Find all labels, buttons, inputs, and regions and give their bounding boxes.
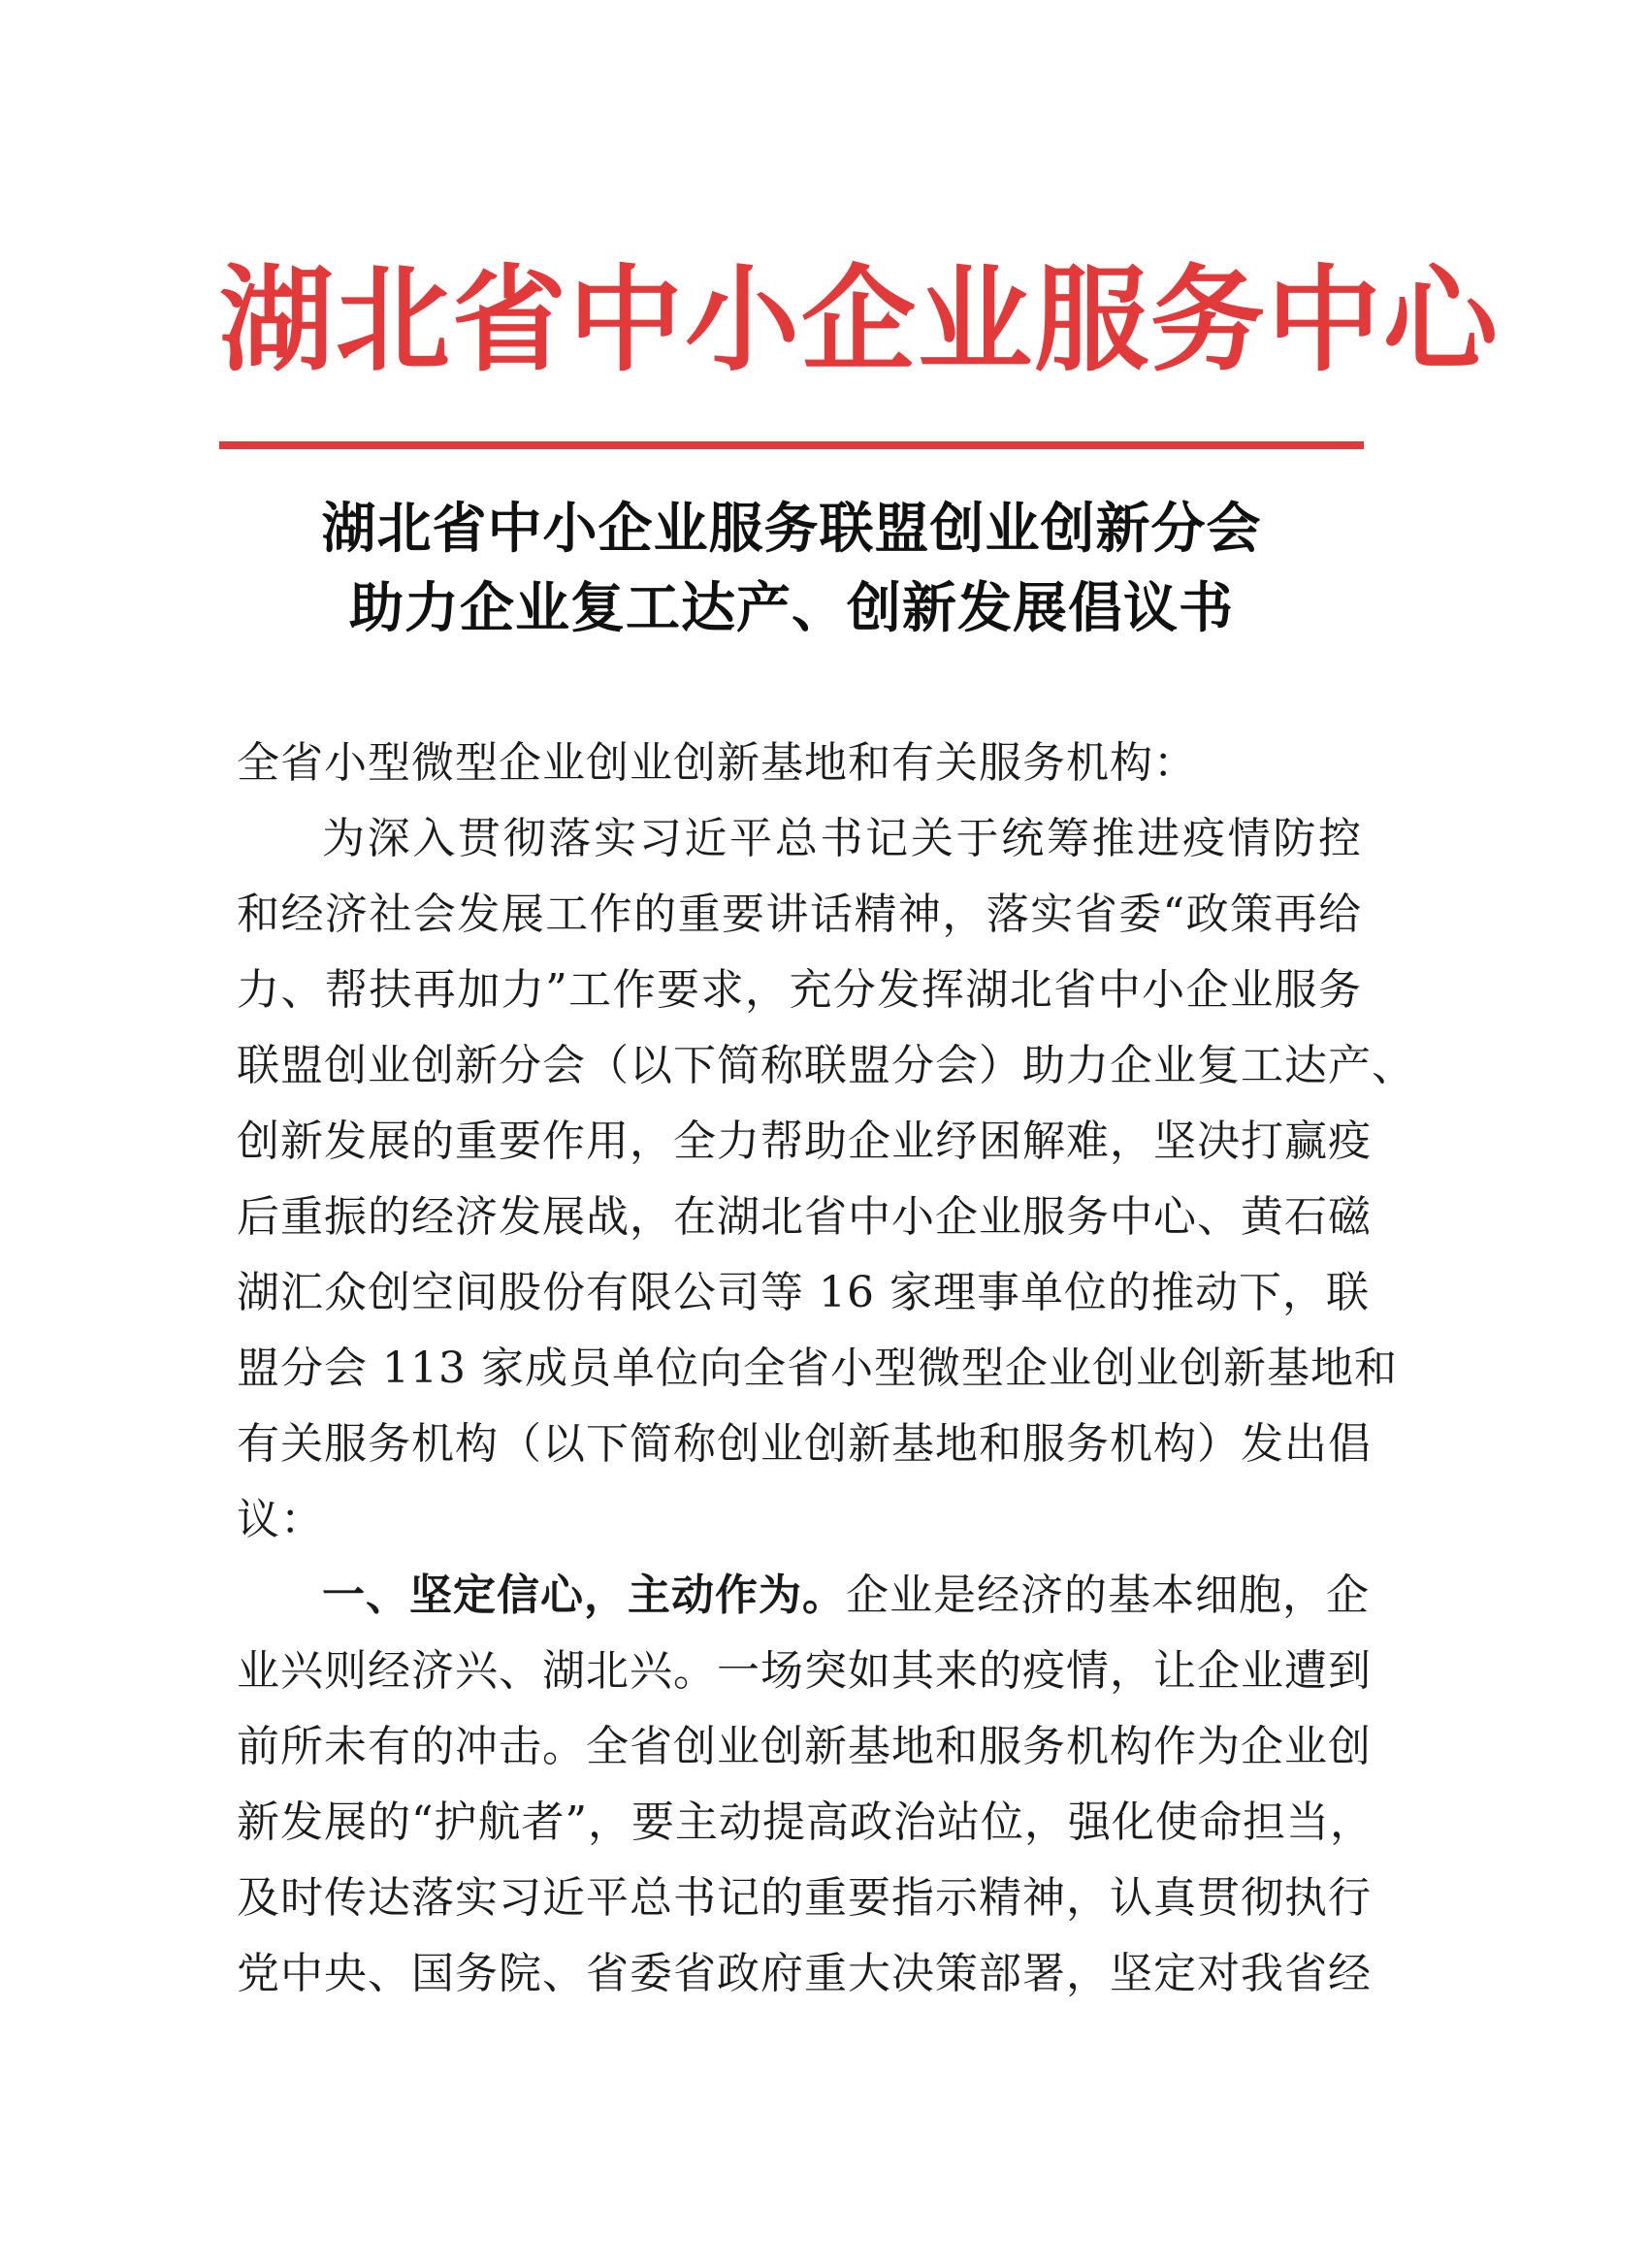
salutation: 全省小型微型企业创业创新基地和有关服务机构： — [237, 738, 1197, 788]
paragraph-line: 创新发展的重要作用，全力帮助企业纾困解难，坚决打赢疫 — [237, 1117, 1372, 1166]
paragraph-line: 后重振的经济发展战，在湖北省中小企业服务中心、黄石磁 — [237, 1192, 1372, 1242]
document-title-line-1: 湖北省中小企业服务联盟创业创新分会 — [321, 498, 1262, 561]
paragraph-line: 力、帮扶再加力”工作要求，充分发挥湖北省中小企业服务 — [237, 965, 1362, 1015]
paragraph-line: 和经济社会发展工作的重要讲话精神，落实省委“政策再给 — [237, 890, 1362, 939]
paragraph-line: 湖汇众创空间股份有限公司等 16 家理事单位的推动下，联 — [237, 1268, 1370, 1317]
paragraph-text: 企业是经济的基本细胞，企 — [846, 1571, 1370, 1620]
paragraph-line: 议： — [237, 1495, 324, 1544]
paragraph-line: 党中央、国务院、省委省政府重大决策部署，坚定对我省经 — [237, 1949, 1372, 1998]
letterhead-title: 湖北省中小企业服务中心 — [219, 252, 1501, 387]
paragraph-1 — [237, 801, 1415, 1558]
paragraph-line: 盟分会 113 家成员单位向全省小型微型企业创业创新基地和 — [237, 1344, 1398, 1393]
document-title-line-2: 助力企业复工达产、创新发展倡议书 — [349, 577, 1234, 640]
section-heading: 一、坚定信心，主动作为。 — [322, 1571, 846, 1620]
document-body — [237, 726, 1415, 2012]
document-title — [219, 490, 1364, 649]
paragraph-line: 为深入贯彻落实习近平总书记关于统筹推进疫情防控 — [322, 814, 1362, 863]
letterhead-divider — [219, 441, 1364, 449]
paragraph-line: 业兴则经济兴、湖北兴。一场突如其来的疫情，让企业遭到 — [237, 1646, 1372, 1696]
paragraph-line: 联盟创业创新分会（以下简称联盟分会）助力企业复工达产、 — [237, 1041, 1415, 1090]
paragraph-line: 前所未有的冲击。全省创业创新基地和服务机构作为企业创 — [237, 1722, 1372, 1771]
paragraph-line: 及时传达落实习近平总书记的重要指示精神，认真贯彻执行 — [237, 1873, 1372, 1923]
paragraph-2 — [237, 1558, 1374, 2012]
paragraph-line: 新发展的“护航者”，要主动提高政治站位，强化使命担当， — [237, 1798, 1374, 1847]
paragraph-line: 有关服务机构（以下简称创业创新基地和服务机构）发出倡 — [237, 1419, 1372, 1469]
paragraph-line — [237, 1558, 1370, 1634]
